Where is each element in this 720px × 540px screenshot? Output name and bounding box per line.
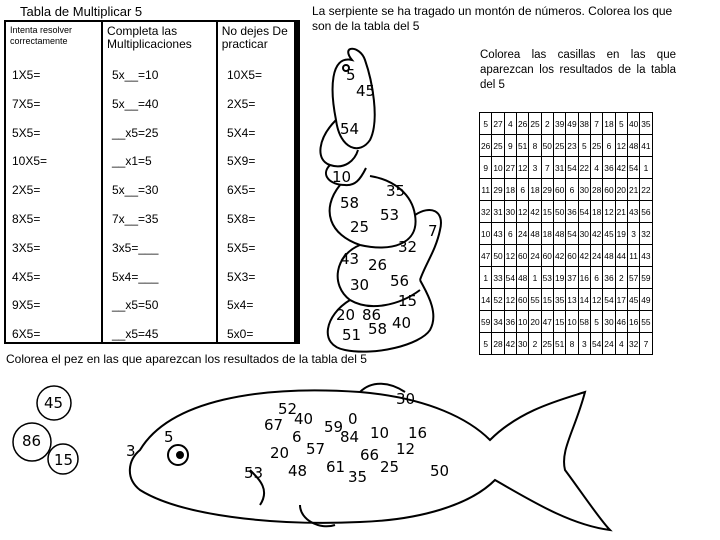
fish-number: 53 <box>244 464 264 482</box>
problem-r1-c2: 5x__=10 <box>112 68 159 82</box>
grid-cell[interactable]: 30 <box>578 223 590 245</box>
snake-number: 58 <box>340 194 360 212</box>
grid-cell[interactable]: 31 <box>553 157 565 179</box>
grid-cell[interactable]: 49 <box>566 113 578 135</box>
snake-number: 53 <box>380 206 400 224</box>
fish-number: 25 <box>380 458 400 476</box>
grid-cell[interactable]: 36 <box>603 267 615 289</box>
grid-cell[interactable]: 18 <box>529 179 541 201</box>
grid-cell[interactable]: 12 <box>590 289 602 311</box>
problem-r6-c3: 5X8= <box>227 212 256 226</box>
grid-cell[interactable]: 27 <box>504 157 516 179</box>
grid-cell[interactable]: 2 <box>541 113 553 135</box>
snake-number: 26 <box>368 256 388 274</box>
grid-cell[interactable]: 54 <box>566 157 578 179</box>
problem-r7-c1: 3X5= <box>12 240 41 255</box>
grid-cell[interactable]: 48 <box>603 245 615 267</box>
grid-cell[interactable]: 13 <box>566 289 578 311</box>
grid-cell[interactable]: 42 <box>615 157 627 179</box>
fish-number: 67 <box>264 416 284 434</box>
snake-number: 86 <box>362 306 382 324</box>
grid-cell[interactable]: 56 <box>640 201 652 223</box>
grid-cell[interactable]: 15 <box>541 201 553 223</box>
grid-cell[interactable]: 42 <box>504 333 516 355</box>
grid-cell[interactable]: 31 <box>492 201 504 223</box>
fish-instruction: Colorea el pez en las que aparezcan los resultados de la tabla del 5 <box>6 352 367 366</box>
grid-cell[interactable]: 50 <box>553 201 565 223</box>
fish-number: 20 <box>270 444 290 462</box>
grid-cell[interactable]: 5 <box>480 113 492 135</box>
grid-cell[interactable]: 44 <box>615 245 627 267</box>
grid-cell[interactable]: 15 <box>553 311 565 333</box>
grid-cell[interactable]: 60 <box>516 245 528 267</box>
grid-cell[interactable]: 30 <box>516 333 528 355</box>
grid-cell[interactable]: 60 <box>553 179 565 201</box>
grid-cell[interactable]: 19 <box>615 223 627 245</box>
grid-cell[interactable]: 37 <box>566 267 578 289</box>
grid-cell[interactable]: 45 <box>627 289 639 311</box>
grid-cell[interactable]: 60 <box>516 289 528 311</box>
snake-number: 45 <box>356 82 376 100</box>
grid-cell[interactable]: 43 <box>627 201 639 223</box>
grid-cell[interactable]: 24 <box>529 245 541 267</box>
grid-cell[interactable]: 24 <box>516 223 528 245</box>
grid-cell[interactable]: 36 <box>504 311 516 333</box>
header-intenta: Intenta resolver correctamente <box>10 25 73 46</box>
grid-cell[interactable]: 55 <box>529 289 541 311</box>
grid-cell[interactable]: 30 <box>603 311 615 333</box>
grid-cell[interactable]: 29 <box>492 179 504 201</box>
grid-cell[interactable]: 18 <box>504 179 516 201</box>
grid-cell[interactable]: 12 <box>615 135 627 157</box>
snake-number: 58 <box>368 320 388 338</box>
grid-cell[interactable]: 43 <box>640 245 652 267</box>
fish-number: 16 <box>408 424 428 442</box>
fish-number: 6 <box>292 428 302 446</box>
problem-r2-c1: 7X5= <box>12 96 41 111</box>
grid-cell[interactable]: 47 <box>480 245 492 267</box>
grid-cell[interactable]: 8 <box>566 333 578 355</box>
grid-cell[interactable]: 12 <box>516 157 528 179</box>
grid-cell[interactable]: 50 <box>541 135 553 157</box>
problem-r6-c1: 8X5= <box>12 212 41 226</box>
problem-r10-c2: __x5=45 <box>112 327 159 342</box>
grid-cell[interactable]: 38 <box>578 113 590 135</box>
fish-number: 84 <box>340 428 360 446</box>
fish-number: 10 <box>370 424 390 442</box>
problem-r8-c1: 4X5= <box>12 269 41 284</box>
snake-number: 32 <box>398 238 418 256</box>
problem-r5-c1: 2X5= <box>12 183 41 198</box>
grid-cell[interactable]: 42 <box>578 245 590 267</box>
grid-cell[interactable]: 3 <box>578 333 590 355</box>
problem-r3-c1: 5X5= <box>12 125 41 140</box>
problem-r9-c2: __x5=50 <box>112 298 159 313</box>
grid-cell[interactable]: 6 <box>504 223 516 245</box>
numbers-grid <box>479 112 653 355</box>
grid-cell[interactable]: 10 <box>480 223 492 245</box>
grid-cell[interactable]: 53 <box>541 267 553 289</box>
fish-number: 3 <box>126 442 136 460</box>
grid-cell[interactable]: 26 <box>516 113 528 135</box>
grid-cell[interactable]: 30 <box>578 179 590 201</box>
grid-cell[interactable]: 6 <box>603 135 615 157</box>
worksheet-title: Tabla de Multiplicar 5 <box>20 4 143 19</box>
grid-cell[interactable]: 22 <box>640 179 652 201</box>
grid-cell[interactable]: 60 <box>603 179 615 201</box>
grid-cell[interactable]: 14 <box>480 289 492 311</box>
grid-cell[interactable]: 15 <box>541 289 553 311</box>
header-practicar: No dejes De practicar <box>221 24 288 51</box>
problem-r9-c1: 9X5= <box>12 298 41 313</box>
snake-number: 20 <box>336 306 356 324</box>
grid-cell[interactable]: 29 <box>541 179 553 201</box>
grid-instruction: Colorea las casillas en las que aparezcan los resultados de la tabla del 5 <box>480 49 676 91</box>
grid-cell[interactable]: 52 <box>492 289 504 311</box>
grid-cell[interactable]: 1 <box>480 267 492 289</box>
fish-number: 48 <box>288 462 308 480</box>
problem-r6-c2: 7x__=35 <box>112 212 159 226</box>
snake-number: 15 <box>398 292 418 310</box>
problem-r3-c2: __x5=25 <box>112 125 159 140</box>
grid-cell[interactable]: 24 <box>590 245 602 267</box>
fish-number: 59 <box>324 418 344 436</box>
grid-cell[interactable]: 19 <box>553 267 565 289</box>
fish-number: 30 <box>396 390 416 408</box>
grid-cell[interactable]: 12 <box>504 289 516 311</box>
grid-cell[interactable]: 36 <box>603 157 615 179</box>
grid-cell[interactable]: 54 <box>578 201 590 223</box>
snake-number: 54 <box>340 120 360 138</box>
grid-cell[interactable]: 6 <box>590 267 602 289</box>
problem-r9-c3: 5x4= <box>227 298 254 313</box>
grid-cell[interactable]: 32 <box>627 333 639 355</box>
grid-cell[interactable]: 54 <box>627 157 639 179</box>
snake-number: 51 <box>342 326 362 344</box>
grid-cell[interactable]: 22 <box>578 157 590 179</box>
grid-cell[interactable]: 54 <box>566 223 578 245</box>
snake-instruction: La serpiente se ha tragado un montón de números. Colorea los que son de la tabla del 5 <box>312 4 673 33</box>
grid-cell[interactable]: 48 <box>529 223 541 245</box>
grid-cell[interactable]: 7 <box>541 157 553 179</box>
grid-cell[interactable]: 11 <box>627 245 639 267</box>
grid-cell[interactable]: 32 <box>480 201 492 223</box>
grid-cell[interactable]: 33 <box>492 267 504 289</box>
grid-cell[interactable]: 25 <box>492 135 504 157</box>
grid-cell[interactable]: 28 <box>492 333 504 355</box>
grid-cell[interactable]: 3 <box>529 157 541 179</box>
snake-number: 35 <box>386 182 406 200</box>
fish-number: 66 <box>360 446 380 464</box>
grid-cell[interactable]: 35 <box>640 113 652 135</box>
problem-r7-c2: 3x5=___ <box>112 240 159 255</box>
grid-cell[interactable]: 2 <box>529 333 541 355</box>
fish-number: 45 <box>44 394 64 412</box>
problem-r1-c1: 1X5= <box>12 68 41 82</box>
problem-r7-c3: 5X5= <box>227 240 256 255</box>
grid-cell[interactable]: 34 <box>492 311 504 333</box>
grid-cell[interactable]: 36 <box>566 201 578 223</box>
grid-cell[interactable]: 40 <box>627 113 639 135</box>
grid-cell[interactable]: 59 <box>480 311 492 333</box>
grid-cell[interactable]: 35 <box>553 289 565 311</box>
grid-cell[interactable]: 50 <box>492 245 504 267</box>
problem-r2-c3: 2X5= <box>227 96 256 111</box>
problem-r10-c3: 5x0= <box>227 327 254 342</box>
grid-cell[interactable]: 48 <box>553 223 565 245</box>
problem-r8-c2: 5x4=___ <box>112 269 159 284</box>
grid-cell[interactable]: 17 <box>615 289 627 311</box>
grid-cell[interactable]: 12 <box>516 201 528 223</box>
grid-cell[interactable]: 4 <box>504 113 516 135</box>
grid-cell[interactable]: 21 <box>615 201 627 223</box>
grid-cell[interactable]: 54 <box>590 333 602 355</box>
problem-r4-c1: 10X5= <box>12 154 48 169</box>
problem-r4-c2: __x1=5 <box>112 154 152 169</box>
grid-cell[interactable]: 43 <box>492 223 504 245</box>
grid-cell[interactable]: 51 <box>553 333 565 355</box>
grid-cell[interactable]: 20 <box>615 179 627 201</box>
grid-cell[interactable]: 60 <box>541 245 553 267</box>
grid-cell[interactable]: 5 <box>578 135 590 157</box>
grid-cell[interactable]: 18 <box>541 223 553 245</box>
fish-number: 52 <box>278 400 298 418</box>
grid-cell[interactable]: 59 <box>640 267 652 289</box>
snake-number: 56 <box>390 272 410 290</box>
grid-cell[interactable]: 60 <box>566 245 578 267</box>
snake-number: 30 <box>350 276 370 294</box>
grid-cell[interactable]: 2 <box>615 267 627 289</box>
grid-cell[interactable]: 6 <box>566 179 578 201</box>
problem-r3-c3: 5X4= <box>227 125 256 140</box>
fish-number: 15 <box>54 451 74 469</box>
grid-cell[interactable]: 7 <box>640 333 652 355</box>
problem-r5-c3: 6X5= <box>227 183 256 198</box>
grid-cell[interactable]: 5 <box>590 311 602 333</box>
problem-r4-c3: 5X9= <box>227 154 256 169</box>
grid-cell[interactable]: 16 <box>578 267 590 289</box>
grid-cell[interactable]: 48 <box>516 267 528 289</box>
grid-cell[interactable]: 25 <box>553 135 565 157</box>
fish-number: 86 <box>22 432 42 450</box>
grid-cell[interactable]: 23 <box>566 135 578 157</box>
grid-cell[interactable]: 7 <box>590 113 602 135</box>
grid-cell[interactable]: 4 <box>590 157 602 179</box>
grid-cell[interactable]: 24 <box>603 333 615 355</box>
grid-cell[interactable]: 11 <box>480 179 492 201</box>
header-completa: Completa las Multiplicaciones <box>107 24 192 51</box>
fish-number: 50 <box>430 462 450 480</box>
grid-cell[interactable]: 51 <box>516 135 528 157</box>
grid-cell[interactable]: 45 <box>603 223 615 245</box>
grid-cell[interactable]: 5 <box>615 113 627 135</box>
grid-cell[interactable]: 42 <box>529 201 541 223</box>
problem-r10-c1: 6X5= <box>12 327 41 342</box>
snake-number: 43 <box>340 250 360 268</box>
problem-r1-c3: 10X5= <box>227 68 263 82</box>
grid-cell[interactable]: 16 <box>627 311 639 333</box>
grid-cell[interactable]: 30 <box>504 201 516 223</box>
grid-cell[interactable]: 48 <box>627 135 639 157</box>
grid-cell[interactable]: 12 <box>603 201 615 223</box>
grid-cell[interactable]: 8 <box>529 135 541 157</box>
grid-cell[interactable]: 57 <box>627 267 639 289</box>
grid-cell[interactable]: 10 <box>492 157 504 179</box>
fish-number: 12 <box>396 440 416 458</box>
snake-number: 10 <box>332 168 352 186</box>
grid-cell[interactable]: 9 <box>480 157 492 179</box>
grid-cell[interactable]: 27 <box>492 113 504 135</box>
grid-cell[interactable]: 3 <box>627 223 639 245</box>
grid-cell[interactable]: 1 <box>640 157 652 179</box>
grid-cell[interactable]: 54 <box>603 289 615 311</box>
grid-cell[interactable]: 18 <box>590 201 602 223</box>
fish-number: 0 <box>348 410 358 428</box>
grid-cell[interactable]: 54 <box>504 267 516 289</box>
grid-cell[interactable]: 10 <box>566 311 578 333</box>
grid-cell[interactable]: 39 <box>553 113 565 135</box>
grid-cell[interactable]: 12 <box>504 245 516 267</box>
snake-number: 40 <box>392 314 412 332</box>
grid-cell[interactable]: 14 <box>578 289 590 311</box>
snake-number: 25 <box>350 218 370 236</box>
problem-r8-c3: 5X3= <box>227 269 256 284</box>
grid-cell[interactable]: 55 <box>640 311 652 333</box>
grid-cell[interactable]: 1 <box>529 267 541 289</box>
grid-cell[interactable]: 10 <box>516 311 528 333</box>
grid-cell[interactable]: 49 <box>640 289 652 311</box>
snake-number: 5 <box>346 66 356 84</box>
fish-number: 5 <box>164 428 174 446</box>
grid-cell[interactable]: 32 <box>640 223 652 245</box>
grid-cell[interactable]: 18 <box>603 113 615 135</box>
grid-cell[interactable]: 20 <box>529 311 541 333</box>
grid-cell[interactable]: 25 <box>529 113 541 135</box>
grid-cell[interactable]: 25 <box>541 333 553 355</box>
grid-cell[interactable]: 5 <box>480 333 492 355</box>
grid-cell[interactable]: 9 <box>504 135 516 157</box>
fish-number: 35 <box>348 468 368 486</box>
snake-number: 7 <box>428 222 438 240</box>
grid-cell[interactable]: 41 <box>640 135 652 157</box>
grid-cell[interactable]: 42 <box>553 245 565 267</box>
problem-r2-c2: 5x__=40 <box>112 96 159 111</box>
grid-cell[interactable]: 42 <box>590 223 602 245</box>
fish-number: 57 <box>306 440 326 458</box>
grid-cell[interactable]: 6 <box>516 179 528 201</box>
problem-r5-c2: 5x__=30 <box>112 183 159 198</box>
fish-number: 61 <box>326 458 346 476</box>
grid-cell[interactable]: 47 <box>541 311 553 333</box>
fish-number: 40 <box>294 410 314 428</box>
grid-cell[interactable]: 46 <box>615 311 627 333</box>
grid-cell[interactable]: 4 <box>615 333 627 355</box>
grid-cell[interactable]: 25 <box>590 135 602 157</box>
grid-cell[interactable]: 58 <box>578 311 590 333</box>
grid-cell[interactable]: 28 <box>590 179 602 201</box>
grid-cell[interactable]: 21 <box>627 179 639 201</box>
grid-cell[interactable]: 26 <box>480 135 492 157</box>
